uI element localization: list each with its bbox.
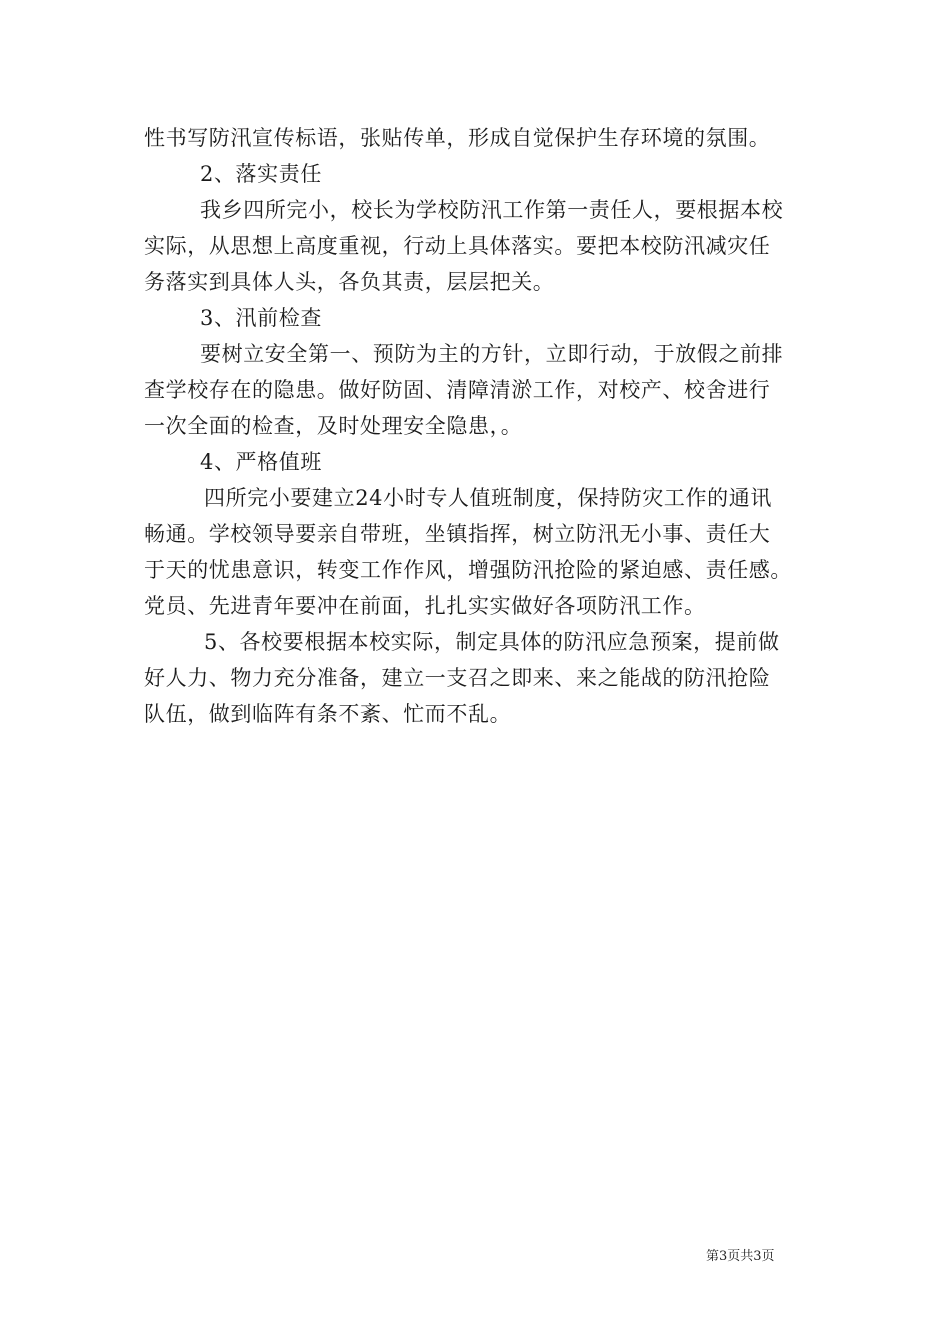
section-heading: 3、汛前检查 (200, 306, 322, 330)
paragraph-line: 性书写防汛宣传标语，张贴传单，形成自觉保护生存环境的氛围。 (144, 126, 771, 150)
paragraph-line: 四所完小要建立24小时专人值班制度，保持防灾工作的通讯 (204, 486, 772, 510)
paragraph-line: 党员、先进青年要冲在前面，扎扎实实做好各项防汛工作。 (144, 594, 706, 618)
paragraph-line: 畅通。学校领导要亲自带班，坐镇指挥，树立防汛无小事、责任大 (144, 522, 771, 546)
paragraph-line: 务落实到具体人头，各负其责，层层把关。 (144, 270, 555, 294)
section-heading: 2、落实责任 (200, 162, 322, 186)
paragraph-line: 我乡四所完小，校长为学校防汛工作第一责任人，要根据本校 (200, 198, 784, 222)
paragraph-line: 一次全面的检查，及时处理安全隐患，。 (144, 414, 523, 438)
document-body (144, 120, 824, 732)
paragraph-line: 于天的忧患意识，转变工作作风，增强防汛抢险的紧迫感、责任感。 (144, 558, 792, 582)
paragraph-line: 队伍，做到临阵有条不紊、忙而不乱。 (144, 702, 512, 726)
paragraph-line: 好人力、物力充分准备，建立一支召之即来、来之能战的防汛抢险 (144, 666, 771, 690)
paragraph-line: 5、各校要根据本校实际，制定具体的防汛应急预案，提前做 (204, 630, 780, 654)
paragraph-line: 实际，从思想上高度重视，行动上具体落实。要把本校防汛减灾任 (144, 234, 771, 258)
section-heading: 4、严格值班 (200, 450, 322, 474)
paragraph-line: 查学校存在的隐患。做好防固、清障清淤工作，对校产、校舍进行 (144, 378, 771, 402)
paragraph-line: 要树立安全第一、预防为主的方针，立即行动，于放假之前排 (200, 342, 784, 366)
page-number-footer: 第3页共3页 (706, 1249, 775, 1264)
